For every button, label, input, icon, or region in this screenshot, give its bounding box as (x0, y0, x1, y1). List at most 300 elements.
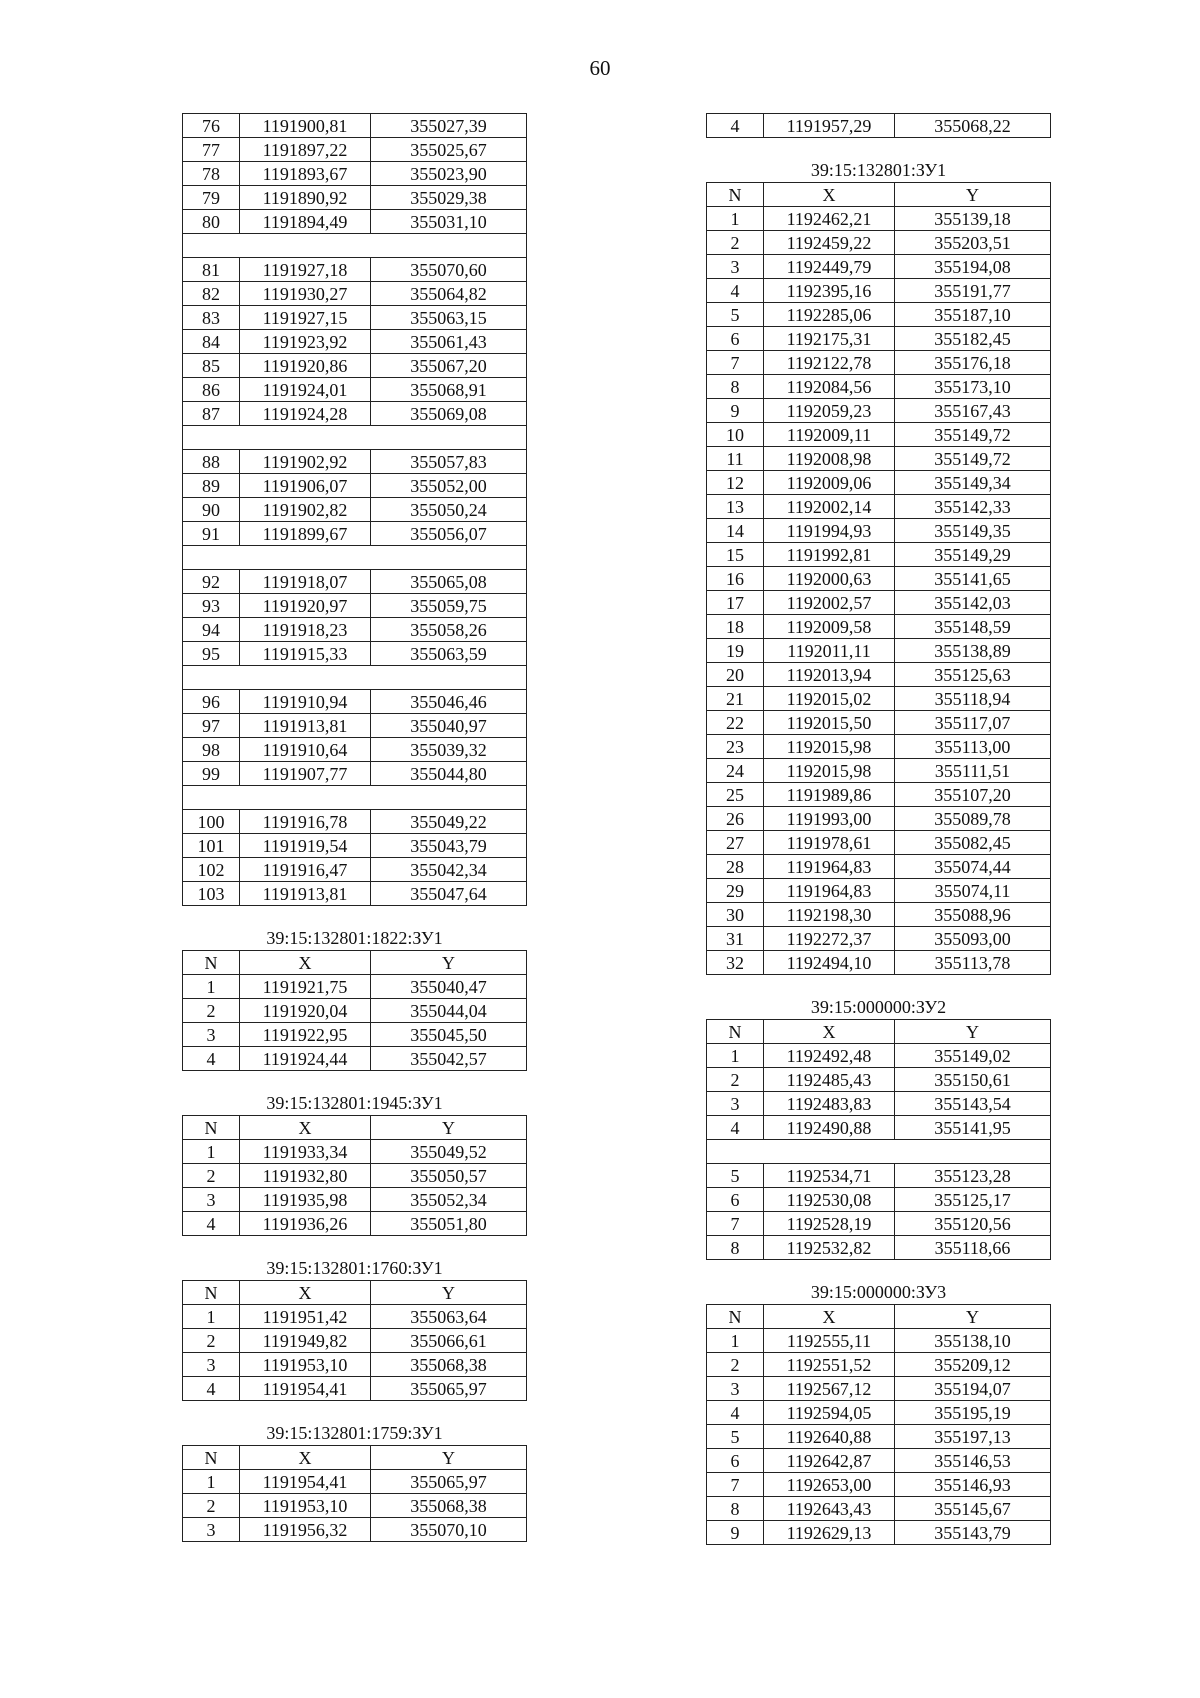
coordinate-block (706, 1282, 1051, 1545)
parcel-title: 39:15:000000:ЗУ2 (810, 997, 947, 1017)
header-y: Y (371, 1116, 527, 1140)
point-number: 22 (707, 711, 764, 735)
y-coordinate: 355139,18 (895, 207, 1051, 231)
point-number: 7 (707, 351, 764, 375)
y-coordinate: 355149,72 (895, 447, 1051, 471)
point-number: 5 (707, 303, 764, 327)
y-coordinate: 355143,54 (895, 1092, 1051, 1116)
point-number: 91 (183, 522, 240, 546)
x-coordinate: 1191957,29 (764, 114, 895, 138)
y-coordinate: 355050,57 (371, 1164, 527, 1188)
y-coordinate: 355058,26 (371, 618, 527, 642)
separator-cell (183, 234, 527, 258)
x-coordinate: 1192490,88 (764, 1116, 895, 1140)
table-row (183, 1518, 527, 1542)
point-number: 98 (183, 738, 240, 762)
table-row (707, 519, 1051, 543)
table-row (707, 927, 1051, 951)
table-row (183, 858, 527, 882)
header-x: X (764, 1305, 895, 1329)
x-coordinate: 1191922,95 (240, 1023, 371, 1047)
table-row (707, 1212, 1051, 1236)
y-coordinate: 355195,19 (895, 1401, 1051, 1425)
y-coordinate: 355176,18 (895, 351, 1051, 375)
header-y: Y (895, 1305, 1051, 1329)
table-row (707, 855, 1051, 879)
coordinate-table (706, 1304, 1051, 1545)
y-coordinate: 355167,43 (895, 399, 1051, 423)
x-coordinate: 1191936,26 (240, 1212, 371, 1236)
x-coordinate: 1192459,22 (764, 231, 895, 255)
y-coordinate: 355070,60 (371, 258, 527, 282)
table-row (183, 522, 527, 546)
y-coordinate: 355149,35 (895, 519, 1051, 543)
table-row (707, 759, 1051, 783)
point-number: 10 (707, 423, 764, 447)
table-row (707, 1236, 1051, 1260)
x-coordinate: 1191933,34 (240, 1140, 371, 1164)
x-coordinate: 1191900,81 (240, 114, 371, 138)
y-coordinate: 355031,10 (371, 210, 527, 234)
y-coordinate: 355082,45 (895, 831, 1051, 855)
x-coordinate: 1192494,10 (764, 951, 895, 975)
separator-cell (183, 666, 527, 690)
y-coordinate: 355025,67 (371, 138, 527, 162)
y-coordinate: 355068,91 (371, 378, 527, 402)
header-n: N (183, 1281, 240, 1305)
y-coordinate: 355042,57 (371, 1047, 527, 1071)
y-coordinate: 355141,65 (895, 567, 1051, 591)
x-coordinate: 1192492,48 (764, 1044, 895, 1068)
point-number: 6 (707, 1449, 764, 1473)
x-coordinate: 1192059,23 (764, 399, 895, 423)
y-coordinate: 355059,75 (371, 594, 527, 618)
y-coordinate: 355088,96 (895, 903, 1051, 927)
x-coordinate: 1192009,11 (764, 423, 895, 447)
y-coordinate: 355141,95 (895, 1116, 1051, 1140)
y-coordinate: 355149,29 (895, 543, 1051, 567)
table-row (707, 1068, 1051, 1092)
x-coordinate: 1192122,78 (764, 351, 895, 375)
coordinate-table (706, 113, 1051, 138)
parcel-title: 39:15:132801:1760:ЗУ1 (266, 1258, 443, 1278)
x-coordinate: 1191954,41 (240, 1377, 371, 1401)
table-row (707, 279, 1051, 303)
point-number: 4 (707, 1116, 764, 1140)
point-number: 97 (183, 714, 240, 738)
x-coordinate: 1191907,77 (240, 762, 371, 786)
separator-cell (707, 1140, 1051, 1164)
table-row (183, 1188, 527, 1212)
table-row (707, 1377, 1051, 1401)
coordinate-table (182, 1115, 527, 1236)
y-coordinate: 355118,94 (895, 687, 1051, 711)
y-coordinate: 355138,10 (895, 1329, 1051, 1353)
coordinate-block (182, 1423, 527, 1542)
table-row (707, 951, 1051, 975)
point-number: 3 (183, 1188, 240, 1212)
right-column (706, 113, 1051, 1545)
table-row (183, 570, 527, 594)
x-coordinate: 1191953,10 (240, 1494, 371, 1518)
x-coordinate: 1192285,06 (764, 303, 895, 327)
point-number: 8 (707, 1236, 764, 1260)
x-coordinate: 1191893,67 (240, 162, 371, 186)
x-coordinate: 1192642,87 (764, 1449, 895, 1473)
table-row (707, 495, 1051, 519)
x-coordinate: 1191951,42 (240, 1305, 371, 1329)
x-coordinate: 1191918,07 (240, 570, 371, 594)
table-row (707, 327, 1051, 351)
x-coordinate: 1191924,44 (240, 1047, 371, 1071)
point-number: 1 (707, 207, 764, 231)
table-row (183, 1353, 527, 1377)
y-coordinate: 355118,66 (895, 1236, 1051, 1260)
y-coordinate: 355063,15 (371, 306, 527, 330)
coordinate-table (706, 1019, 1051, 1260)
y-coordinate: 355194,07 (895, 1377, 1051, 1401)
point-number: 86 (183, 378, 240, 402)
point-number: 29 (707, 879, 764, 903)
y-coordinate: 355074,11 (895, 879, 1051, 903)
point-number: 25 (707, 783, 764, 807)
table-row (707, 1164, 1051, 1188)
y-coordinate: 355065,97 (371, 1377, 527, 1401)
header-x: X (764, 183, 895, 207)
x-coordinate: 1192002,57 (764, 591, 895, 615)
point-number: 3 (707, 1092, 764, 1116)
point-number: 80 (183, 210, 240, 234)
x-coordinate: 1192015,98 (764, 735, 895, 759)
y-coordinate: 355111,51 (895, 759, 1051, 783)
point-number: 1 (707, 1329, 764, 1353)
y-coordinate: 355044,04 (371, 999, 527, 1023)
point-number: 8 (707, 375, 764, 399)
point-number: 17 (707, 591, 764, 615)
point-number: 103 (183, 882, 240, 906)
x-coordinate: 1192013,94 (764, 663, 895, 687)
table-row (707, 663, 1051, 687)
table-row (707, 1116, 1051, 1140)
table-row (707, 711, 1051, 735)
point-number: 4 (707, 114, 764, 138)
table-row (707, 783, 1051, 807)
x-coordinate: 1192485,43 (764, 1068, 895, 1092)
point-number: 11 (707, 447, 764, 471)
point-number: 96 (183, 690, 240, 714)
y-coordinate: 355050,24 (371, 498, 527, 522)
x-coordinate: 1191918,23 (240, 618, 371, 642)
point-number: 83 (183, 306, 240, 330)
table-row (183, 354, 527, 378)
point-number: 9 (707, 399, 764, 423)
header-n: N (183, 1446, 240, 1470)
table-row (707, 207, 1051, 231)
point-number: 30 (707, 903, 764, 927)
point-number: 101 (183, 834, 240, 858)
x-coordinate: 1192462,21 (764, 207, 895, 231)
x-coordinate: 1191964,83 (764, 879, 895, 903)
table-row (707, 567, 1051, 591)
y-coordinate: 355068,38 (371, 1353, 527, 1377)
table-row (183, 1023, 527, 1047)
table-row (707, 1044, 1051, 1068)
table-row (707, 543, 1051, 567)
y-coordinate: 355068,22 (895, 114, 1051, 138)
y-coordinate: 355191,77 (895, 279, 1051, 303)
x-coordinate: 1191989,86 (764, 783, 895, 807)
y-coordinate: 355117,07 (895, 711, 1051, 735)
point-number: 1 (183, 1140, 240, 1164)
point-number: 2 (183, 1329, 240, 1353)
x-coordinate: 1191910,94 (240, 690, 371, 714)
table-row (707, 303, 1051, 327)
table-row (707, 903, 1051, 927)
table-row (183, 714, 527, 738)
header-n: N (707, 1305, 764, 1329)
table-row (707, 447, 1051, 471)
separator-cell (183, 786, 527, 810)
y-coordinate: 355107,20 (895, 783, 1051, 807)
point-number: 9 (707, 1521, 764, 1545)
point-number: 16 (707, 567, 764, 591)
x-coordinate: 1192002,14 (764, 495, 895, 519)
header-y: Y (371, 1281, 527, 1305)
x-coordinate: 1191993,00 (764, 807, 895, 831)
x-coordinate: 1191920,86 (240, 354, 371, 378)
x-coordinate: 1191964,83 (764, 855, 895, 879)
table-row (183, 810, 527, 834)
point-number: 3 (183, 1518, 240, 1542)
y-coordinate: 355039,32 (371, 738, 527, 762)
point-number: 2 (707, 1068, 764, 1092)
y-coordinate: 355069,08 (371, 402, 527, 426)
table-row (183, 186, 527, 210)
header-row (707, 1305, 1051, 1329)
y-coordinate: 355052,34 (371, 1188, 527, 1212)
y-coordinate: 355150,61 (895, 1068, 1051, 1092)
table-row (183, 618, 527, 642)
y-coordinate: 355146,93 (895, 1473, 1051, 1497)
parcel-title: 39:15:132801:1759:ЗУ1 (266, 1423, 443, 1443)
y-coordinate: 355066,61 (371, 1329, 527, 1353)
x-coordinate: 1192084,56 (764, 375, 895, 399)
x-coordinate: 1192640,88 (764, 1425, 895, 1449)
table-row (183, 1494, 527, 1518)
y-coordinate: 355143,79 (895, 1521, 1051, 1545)
point-number: 1 (183, 1305, 240, 1329)
y-coordinate: 355052,00 (371, 474, 527, 498)
point-number: 6 (707, 327, 764, 351)
x-coordinate: 1191930,27 (240, 282, 371, 306)
table-row (183, 498, 527, 522)
table-row (707, 807, 1051, 831)
coordinate-block (182, 1093, 527, 1236)
header-row (707, 1020, 1051, 1044)
x-coordinate: 1192555,11 (764, 1329, 895, 1353)
x-coordinate: 1192530,08 (764, 1188, 895, 1212)
x-coordinate: 1191920,04 (240, 999, 371, 1023)
parcel-title: 39:15:132801:ЗУ1 (810, 160, 947, 180)
y-coordinate: 355065,97 (371, 1470, 527, 1494)
x-coordinate: 1191906,07 (240, 474, 371, 498)
x-coordinate: 1191916,47 (240, 858, 371, 882)
table-row (183, 594, 527, 618)
header-x: X (240, 1446, 371, 1470)
table-row (707, 1353, 1051, 1377)
x-coordinate: 1191913,81 (240, 714, 371, 738)
x-coordinate: 1191897,22 (240, 138, 371, 162)
table-row (707, 879, 1051, 903)
header-x: X (240, 1281, 371, 1305)
x-coordinate: 1192008,98 (764, 447, 895, 471)
coordinate-table (182, 1445, 527, 1542)
header-n: N (183, 951, 240, 975)
x-coordinate: 1191902,82 (240, 498, 371, 522)
x-coordinate: 1191910,64 (240, 738, 371, 762)
table-row (183, 834, 527, 858)
x-coordinate: 1192011,11 (764, 639, 895, 663)
x-coordinate: 1192175,31 (764, 327, 895, 351)
point-number: 100 (183, 810, 240, 834)
point-number: 5 (707, 1425, 764, 1449)
point-number: 3 (183, 1023, 240, 1047)
y-coordinate: 355040,97 (371, 714, 527, 738)
table-row (707, 1401, 1051, 1425)
x-coordinate: 1191932,80 (240, 1164, 371, 1188)
point-number: 4 (707, 1401, 764, 1425)
y-coordinate: 355045,50 (371, 1023, 527, 1047)
point-number: 82 (183, 282, 240, 306)
y-coordinate: 355146,53 (895, 1449, 1051, 1473)
table-row (183, 282, 527, 306)
table-row (183, 1305, 527, 1329)
table-row (707, 687, 1051, 711)
point-number: 7 (707, 1212, 764, 1236)
point-number: 76 (183, 114, 240, 138)
table-row (183, 1470, 527, 1494)
x-coordinate: 1192483,83 (764, 1092, 895, 1116)
x-coordinate: 1191992,81 (764, 543, 895, 567)
table-row (183, 474, 527, 498)
point-number: 3 (183, 1353, 240, 1377)
table-row (707, 735, 1051, 759)
point-number: 24 (707, 759, 764, 783)
contour-separator-row (183, 426, 527, 450)
header-x: X (764, 1020, 895, 1044)
y-coordinate: 355064,82 (371, 282, 527, 306)
table-row (707, 1449, 1051, 1473)
point-number: 85 (183, 354, 240, 378)
point-number: 79 (183, 186, 240, 210)
x-coordinate: 1192015,98 (764, 759, 895, 783)
table-row (183, 402, 527, 426)
x-coordinate: 1191935,98 (240, 1188, 371, 1212)
point-number: 81 (183, 258, 240, 282)
x-coordinate: 1192551,52 (764, 1353, 895, 1377)
table-row (707, 1473, 1051, 1497)
x-coordinate: 1191924,28 (240, 402, 371, 426)
x-coordinate: 1191890,92 (240, 186, 371, 210)
coordinate-table (182, 1280, 527, 1401)
table-row (183, 642, 527, 666)
x-coordinate: 1192198,30 (764, 903, 895, 927)
point-number: 92 (183, 570, 240, 594)
coordinate-block (182, 1258, 527, 1401)
table-row (707, 375, 1051, 399)
coordinate-block (706, 113, 1051, 138)
x-coordinate: 1191921,75 (240, 975, 371, 999)
point-number: 1 (183, 1470, 240, 1494)
header-x: X (240, 951, 371, 975)
y-coordinate: 355070,10 (371, 1518, 527, 1542)
point-number: 32 (707, 951, 764, 975)
header-n: N (183, 1116, 240, 1140)
table-row (707, 1425, 1051, 1449)
contour-separator-row (707, 1140, 1051, 1164)
point-number: 1 (183, 975, 240, 999)
point-number: 21 (707, 687, 764, 711)
point-number: 84 (183, 330, 240, 354)
point-number: 94 (183, 618, 240, 642)
separator-cell (183, 546, 527, 570)
y-coordinate: 355142,03 (895, 591, 1051, 615)
y-coordinate: 355067,20 (371, 354, 527, 378)
table-row (183, 450, 527, 474)
table-row (707, 423, 1051, 447)
table-row (707, 231, 1051, 255)
header-row (183, 951, 527, 975)
point-number: 19 (707, 639, 764, 663)
coordinate-table (182, 950, 527, 1071)
x-coordinate: 1191953,10 (240, 1353, 371, 1377)
table-row (183, 690, 527, 714)
y-coordinate: 355065,08 (371, 570, 527, 594)
y-coordinate: 355063,64 (371, 1305, 527, 1329)
point-number: 26 (707, 807, 764, 831)
x-coordinate: 1192009,06 (764, 471, 895, 495)
table-row (183, 738, 527, 762)
x-coordinate: 1192594,05 (764, 1401, 895, 1425)
x-coordinate: 1191913,81 (240, 882, 371, 906)
coordinate-block (182, 928, 527, 1071)
x-coordinate: 1191924,01 (240, 378, 371, 402)
table-row (183, 138, 527, 162)
y-coordinate: 355125,63 (895, 663, 1051, 687)
table-row (183, 378, 527, 402)
header-n: N (707, 1020, 764, 1044)
table-row (707, 831, 1051, 855)
y-coordinate: 355047,64 (371, 882, 527, 906)
y-coordinate: 355123,28 (895, 1164, 1051, 1188)
table-row (707, 114, 1051, 138)
point-number: 2 (183, 999, 240, 1023)
x-coordinate: 1191956,32 (240, 1518, 371, 1542)
point-number: 14 (707, 519, 764, 543)
table-row (707, 591, 1051, 615)
contour-separator-row (183, 234, 527, 258)
table-row (183, 1140, 527, 1164)
contour-separator-row (183, 546, 527, 570)
y-coordinate: 355113,78 (895, 951, 1051, 975)
y-coordinate: 355194,08 (895, 255, 1051, 279)
x-coordinate: 1192395,16 (764, 279, 895, 303)
y-coordinate: 355148,59 (895, 615, 1051, 639)
point-number: 88 (183, 450, 240, 474)
x-coordinate: 1191920,97 (240, 594, 371, 618)
x-coordinate: 1192629,13 (764, 1521, 895, 1545)
x-coordinate: 1192015,02 (764, 687, 895, 711)
